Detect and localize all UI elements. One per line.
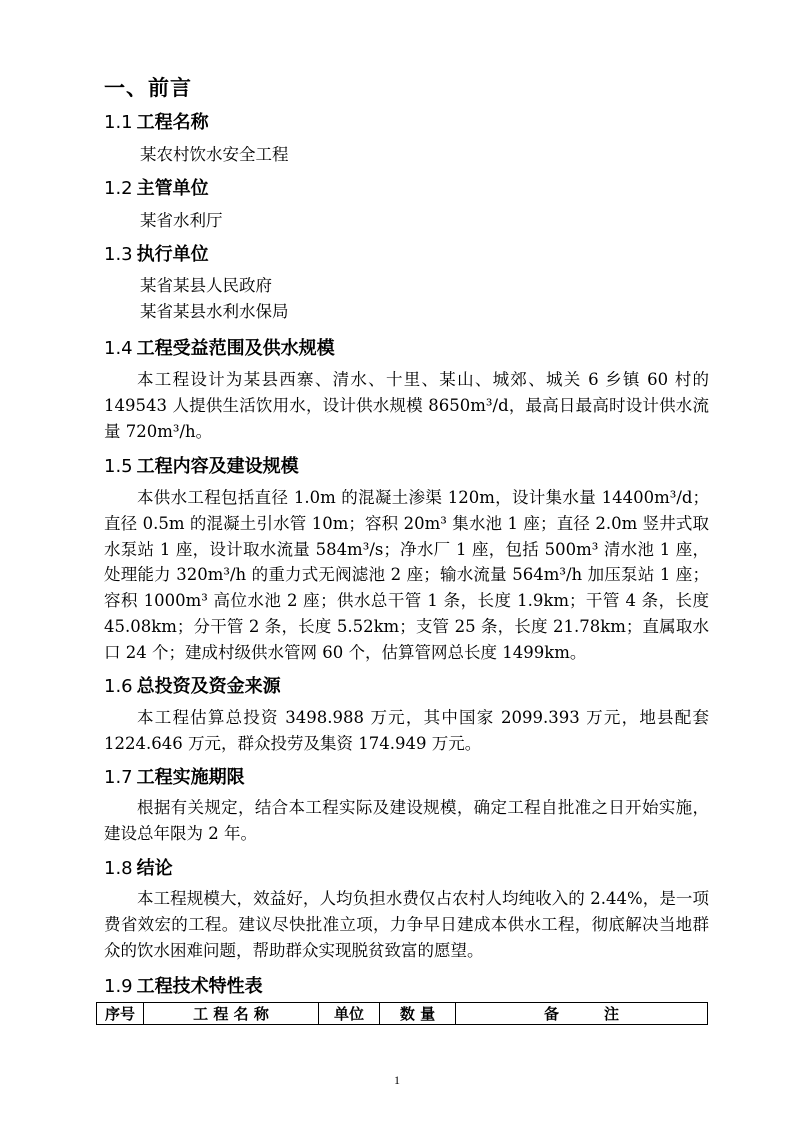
- heading-1-4: [104, 334, 335, 360]
- heading-1-9: [104, 972, 263, 998]
- paragraph-1-5: 本供水工程包括直径 1.0m 的混凝土渗渠 120m，设计集水量 14400m³/d；直径 0.5m 的混凝土引水管 10m；容积 20m³ 集水池 1 座；直径 2.0m 竖井式取水泵站 1 座，设计取水流量 584m³/s；净水厂 1 座，包括 500m³ 清水池 1 座，处理能力 320m³/h 的重力式无阀滤池 2 座；输水流量 564m³/h 加压泵站 1 座；容积 1000m³ 高位水池 2 座；供水总干管 1 条，长度 1.9km；干管 4 条，长度 45.08km；分干管 2 条，长度 5.52km；支管 25 条，长度 21.78km；直属取水口 24 个；建成村级供水管网 60 个，估算管网总长度 1499km。: [104, 488, 709, 662]
- competent-unit: 某省水利厅: [140, 211, 223, 230]
- heading-title: 主管单位: [136, 178, 209, 199]
- heading-title: 工程实施期限: [136, 767, 245, 788]
- heading-number: 1.6: [104, 676, 133, 697]
- heading-1-6: [104, 672, 281, 698]
- heading-1-3: [104, 240, 209, 266]
- heading-number: 1.2: [104, 178, 133, 199]
- executing-unit-1: 某省某县人民政府: [140, 276, 272, 295]
- section-title: 一、前言: [104, 76, 192, 100]
- heading-1-7: [104, 763, 245, 789]
- col-header-index: 序号: [97, 1003, 144, 1025]
- col-header-unit: 单位: [319, 1003, 380, 1025]
- heading-title: 工程技术特性表: [136, 976, 263, 997]
- heading-number: 1.5: [104, 456, 133, 477]
- heading-number: 1.8: [104, 858, 133, 879]
- paragraph-1-8: 本工程规模大，效益好，人均负担水费仅占农村人均纯收入的 2.44%，是一项费省效宏的工程。建议尽快批准立项，力争早日建成本供水工程，彻底解决当地群众的饮水困难问题，帮助群众实现脱贫致富的愿望。: [104, 889, 709, 960]
- heading-title: 执行单位: [136, 244, 209, 265]
- paragraph-1-6: 本工程估算总投资 3498.988 万元，其中国家 2099.393 万元，地县配套 1224.646 万元，群众投劳及集资 174.949 万元。: [104, 708, 709, 753]
- col-header-quantity: 数 量: [380, 1003, 456, 1025]
- project-name: 某农村饮水安全工程: [140, 145, 289, 164]
- heading-title: 结论: [136, 858, 173, 879]
- heading-1-1: [104, 108, 209, 134]
- col-header-remarks: 备 注: [456, 1003, 708, 1025]
- heading-number: 1.7: [104, 767, 133, 788]
- paragraph-1-4: 本工程设计为某县西寨、清水、十里、某山、城郊、城关 6 乡镇 60 村的 149543 人提供生活饮用水，设计供水规模 8650m³/d，最高日最高时设计供水流量 720m³/h。: [104, 370, 709, 441]
- page-number: 1: [394, 1073, 400, 1087]
- paragraph-1-7: 根据有关规定，结合本工程实际及建设规模，确定工程自批准之日开始实施，建设总年限为 2 年。: [104, 798, 709, 843]
- heading-title: 工程名称: [136, 112, 209, 133]
- heading-title: 工程受益范围及供水规模: [136, 338, 335, 359]
- heading-1-5: [104, 452, 299, 478]
- heading-title: 工程内容及建设规模: [136, 456, 299, 477]
- executing-unit-2: 某省某县水利水保局: [140, 302, 289, 321]
- table-header-row: [97, 1003, 708, 1025]
- heading-number: 1.1: [104, 112, 133, 133]
- col-header-name: 工 程 名 称: [144, 1003, 319, 1025]
- heading-number: 1.3: [104, 244, 133, 265]
- heading-number: 1.9: [104, 976, 133, 997]
- heading-1-8: [104, 854, 173, 880]
- heading-title: 总投资及资金来源: [136, 676, 281, 697]
- heading-1-2: [104, 174, 209, 200]
- heading-number: 1.4: [104, 338, 133, 359]
- technical-spec-table: [96, 1002, 708, 1025]
